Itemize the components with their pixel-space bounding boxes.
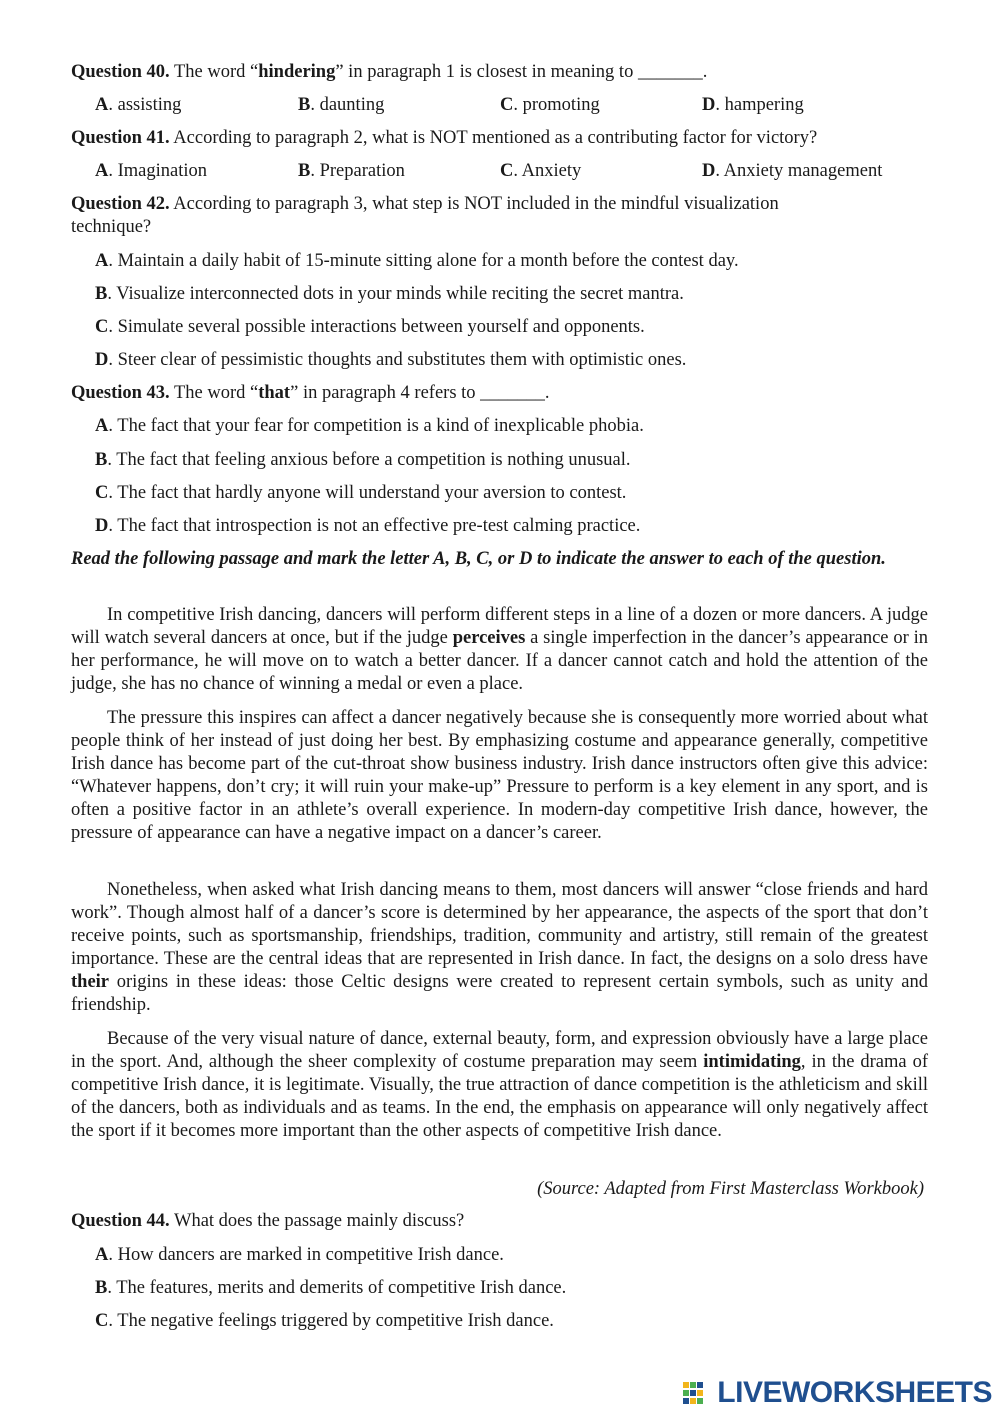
- question-41: [71, 127, 928, 150]
- question-label: Question 41.: [71, 128, 170, 148]
- question-text: According to paragraph 2, what is NOT mentioned as a contributing factor for victory?: [169, 128, 818, 148]
- option-b[interactable]: B. Preparation: [298, 161, 405, 181]
- question-43: [71, 382, 928, 405]
- option-d[interactable]: D. The fact that introspection is not an effective pre-test calming practice.: [95, 516, 641, 536]
- liveworksheets-logo-icon: [682, 1381, 704, 1407]
- passage-paragraph-2: The pressure this inspires can affect a dancer negatively because she is consequently more worried about what people think of her instead of just doing her best. By emphasizing costume and appearance generally, competitive Irish dance has become part of the cut-throat show business industry. Irish dance instructors often give this advice: “Whatever happens, don’t cry; it will ruin your make-up” Pressure to perform is a key element in any sport, and is often a positive factor in an athlete’s overall experience. In modern-day competitive Irish dance, however, the pressure of appearance can have a negative impact on a dancer’s career.: [71, 708, 928, 843]
- question-44: [71, 1210, 928, 1233]
- question-label: Question 43.: [71, 383, 170, 403]
- option-a[interactable]: A. Maintain a daily habit of 15-minute sitting alone for a month before the contest day.: [95, 251, 739, 271]
- option-b[interactable]: B. The features, merits and demerits of competitive Irish dance.: [95, 1278, 567, 1298]
- option-c[interactable]: C. The negative feelings triggered by competitive Irish dance.: [95, 1311, 554, 1331]
- liveworksheets-logo-text: LIVEWORKSHEETS: [717, 1376, 992, 1409]
- option-b[interactable]: B. The fact that feeling anxious before a competition is nothing unusual.: [95, 450, 631, 470]
- question-40-options: [95, 94, 928, 118]
- option-d[interactable]: D. hampering: [702, 95, 804, 115]
- question-text: What does the passage mainly discuss?: [169, 1211, 465, 1231]
- option-c[interactable]: C. Simulate several possible interactions between yourself and opponents.: [95, 317, 645, 337]
- question-label: Question 42.: [71, 194, 170, 214]
- passage-instruction: Read the following passage and mark the letter A, B, C, or D to indicate the answer to each of the question.: [71, 549, 886, 569]
- option-b[interactable]: B. Visualize interconnected dots in your minds while reciting the secret mantra.: [95, 284, 684, 304]
- question-41-options: [95, 160, 928, 184]
- key-word: hindering: [258, 62, 336, 82]
- question-text-cont: technique?: [71, 217, 152, 237]
- option-b[interactable]: B. daunting: [298, 95, 385, 115]
- passage-source: (Source: Adapted from First Masterclass Workbook): [537, 1179, 924, 1199]
- option-d[interactable]: D. Steer clear of pessimistic thoughts and substitutes them with optimistic ones.: [95, 350, 687, 370]
- option-a[interactable]: A. Imagination: [95, 161, 208, 181]
- question-text: The word “: [169, 62, 259, 82]
- question-label: Question 40.: [71, 62, 170, 82]
- option-c[interactable]: C. promoting: [500, 95, 600, 115]
- question-42: [71, 193, 928, 239]
- option-c[interactable]: C. The fact that hardly anyone will understand your aversion to contest.: [95, 483, 627, 503]
- option-d[interactable]: D. Anxiety management: [702, 161, 883, 181]
- passage-paragraph-4: Because of the very visual nature of dance, external beauty, form, and expression obviously have a large place in the sport. And, although the sheer complexity of costume preparation may seem intimidating, in the drama of competitive Irish dance, it is legitimate. Visually, the true attraction of dance competition is the athleticism and skill of the dancers, both as individuals and as teams. In the end, the emphasis on appearance will only negatively affect the sport if it becomes more important than the other aspects of competitive Irish dance.: [71, 1029, 928, 1141]
- option-a[interactable]: A. The fact that your fear for competition is a kind of inexplicable phobia.: [95, 416, 644, 436]
- question-text: The word “: [169, 383, 259, 403]
- question-text: ” in paragraph 4 refers to _______.: [290, 383, 550, 403]
- key-word: that: [258, 383, 291, 403]
- question-label: Question 44.: [71, 1211, 170, 1231]
- passage-paragraph-3: Nonetheless, when asked what Irish dancing means to them, most dancers will answer “close friends and hard work”. Though almost half of a dancer’s score is determined by her appearance, the aspects of the sport that don’t receive points, such as sportsmanship, friendships, tradition, community and artistry, still remain of the greatest importance. These are the central ideas that are represented in Irish dance. In fact, the designs on a solo dress have their origins in these ideas: those Celtic designs were created to represent certain symbols, such as unity and friendship.: [71, 880, 928, 1015]
- option-a[interactable]: A. assisting: [95, 95, 182, 115]
- question-text: According to paragraph 3, what step is NOT included in the mindful visualization: [169, 194, 779, 214]
- question-text: ” in paragraph 1 is closest in meaning to _______.: [335, 62, 708, 82]
- liveworksheets-logo: [692, 1376, 992, 1410]
- option-a[interactable]: A. How dancers are marked in competitive Irish dance.: [95, 1245, 504, 1265]
- question-40: [71, 61, 928, 84]
- option-c[interactable]: C. Anxiety: [500, 161, 582, 181]
- passage-paragraph-1: In competitive Irish dancing, dancers will perform different steps in a line of a dozen or more dancers. A judge will watch several dancers at once, but if the judge perceives a single imperfection in the dancer’s appearance or in her performance, he will move on to watch a better dancer. If a dancer cannot catch and hold the attention of the judge, she has no chance of winning a medal or even a place.: [71, 605, 928, 694]
